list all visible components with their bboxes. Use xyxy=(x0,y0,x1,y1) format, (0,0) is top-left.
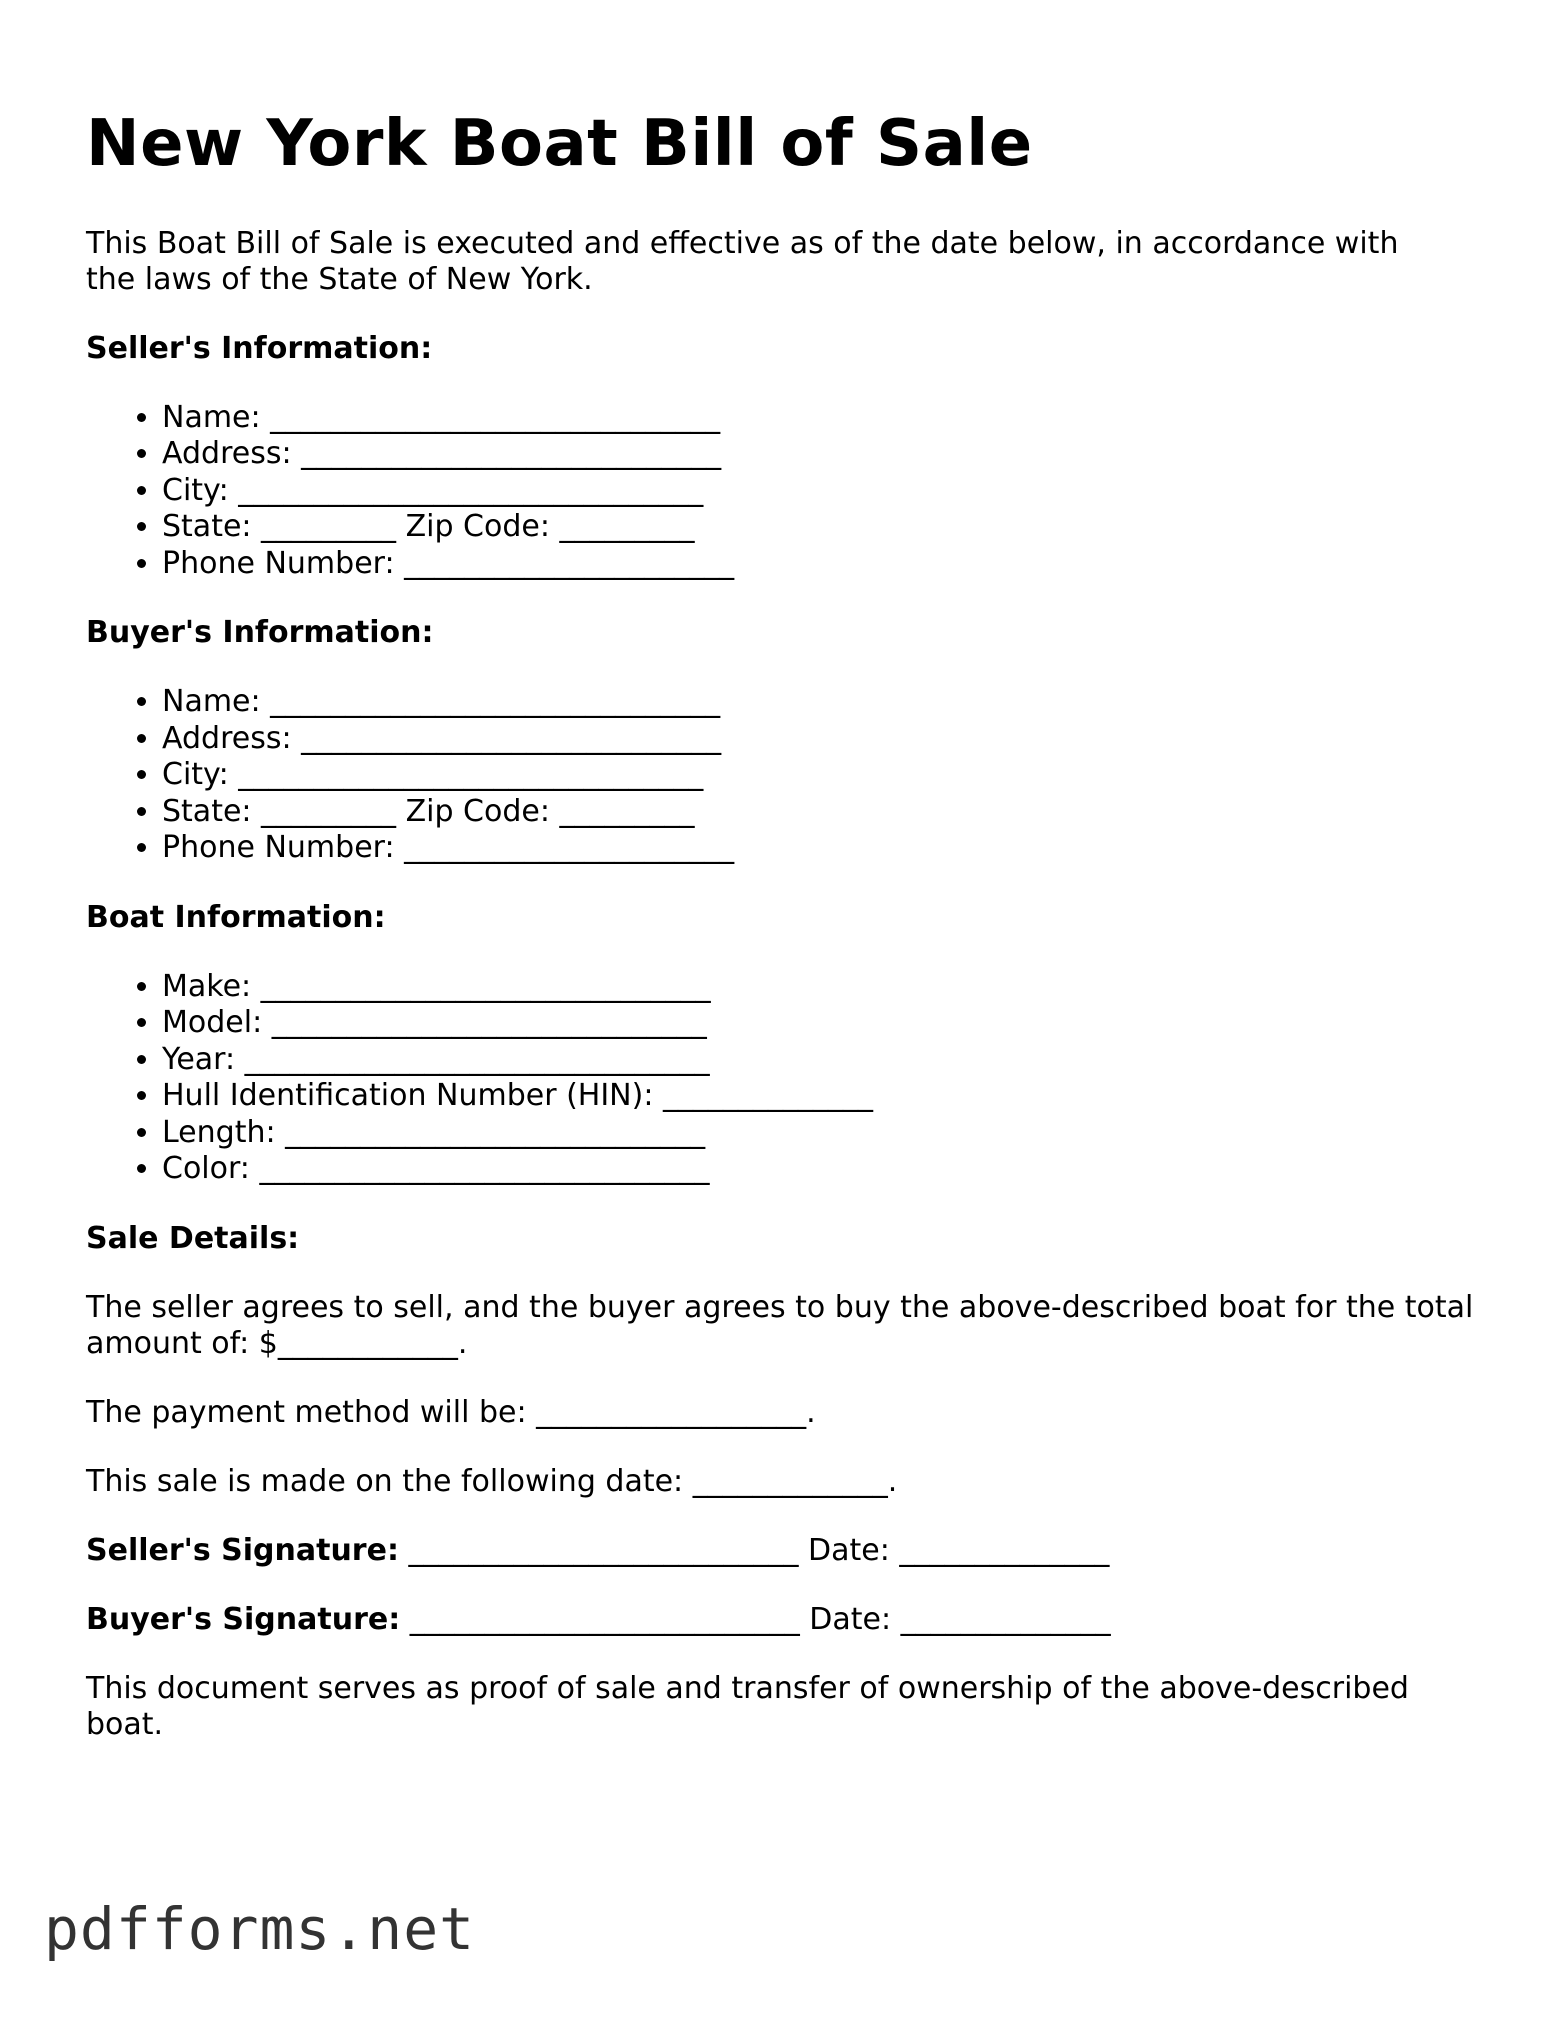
seller-signature-line xyxy=(86,1533,1486,1569)
watermark-text: pdfforms.net xyxy=(44,1895,476,1963)
buyer-signature-label: Buyer's Signature: xyxy=(86,1601,401,1637)
sale-date-paragraph: This sale is made on the following date: _____________. xyxy=(86,1463,898,1499)
boat-length-field: • Length: ____________________________ xyxy=(162,1115,1486,1152)
seller-name-field: • Name: ______________________________ xyxy=(162,400,1486,437)
boat-hin-field: • Hull Identification Number (HIN): ______________ xyxy=(162,1078,1486,1115)
page-title: New York Boat Bill of Sale xyxy=(86,107,1033,181)
sale-heading: Sale Details: xyxy=(86,1220,300,1256)
buyer-phone-field: • Phone Number: ______________________ xyxy=(162,830,1486,867)
sale-amount-paragraph: The seller agrees to sell, and the buyer agrees to buy the above-described boat for the total amount of: $____________. xyxy=(86,1289,1474,1361)
seller-state-zip-field: • State: _________ Zip Code: _________ xyxy=(162,509,1486,546)
seller-info-list xyxy=(86,400,1486,583)
buyer-signature-blank: __________________________ Date: ______________ xyxy=(400,1601,1111,1637)
seller-signature-label: Seller's Signature: xyxy=(86,1532,399,1568)
seller-city-field: • City: _______________________________ xyxy=(162,473,1486,510)
boat-color-field: • Color: ______________________________ xyxy=(162,1151,1486,1188)
buyer-info-list xyxy=(86,684,1486,867)
boat-model-field: • Model: _____________________________ xyxy=(162,1005,1486,1042)
buyer-heading: Buyer's Information: xyxy=(86,615,434,651)
payment-method-paragraph: The payment method will be: __________________. xyxy=(86,1394,816,1430)
intro-paragraph: This Boat Bill of Sale is executed and effective as of the date below, in accordance with the laws of the State of New York. xyxy=(86,225,1399,297)
seller-signature-blank: __________________________ Date: ______________ xyxy=(398,1532,1110,1568)
closing-paragraph: This document serves as proof of sale and transfer of ownership of the above-described boat. xyxy=(86,1670,1409,1742)
seller-phone-field: • Phone Number: ______________________ xyxy=(162,546,1486,583)
boat-heading: Boat Information: xyxy=(86,899,386,935)
document-page xyxy=(86,108,1486,1776)
seller-address-field: • Address: ____________________________ xyxy=(162,436,1486,473)
seller-heading: Seller's Information: xyxy=(86,330,433,366)
buyer-state-zip-field: • State: _________ Zip Code: _________ xyxy=(162,794,1486,831)
boat-make-field: • Make: ______________________________ xyxy=(162,969,1486,1006)
buyer-city-field: • City: _______________________________ xyxy=(162,757,1486,794)
buyer-address-field: • Address: ____________________________ xyxy=(162,721,1486,758)
buyer-signature-line xyxy=(86,1602,1486,1638)
boat-year-field: • Year: _______________________________ xyxy=(162,1042,1486,1079)
boat-info-list xyxy=(86,969,1486,1188)
buyer-name-field: • Name: ______________________________ xyxy=(162,684,1486,721)
